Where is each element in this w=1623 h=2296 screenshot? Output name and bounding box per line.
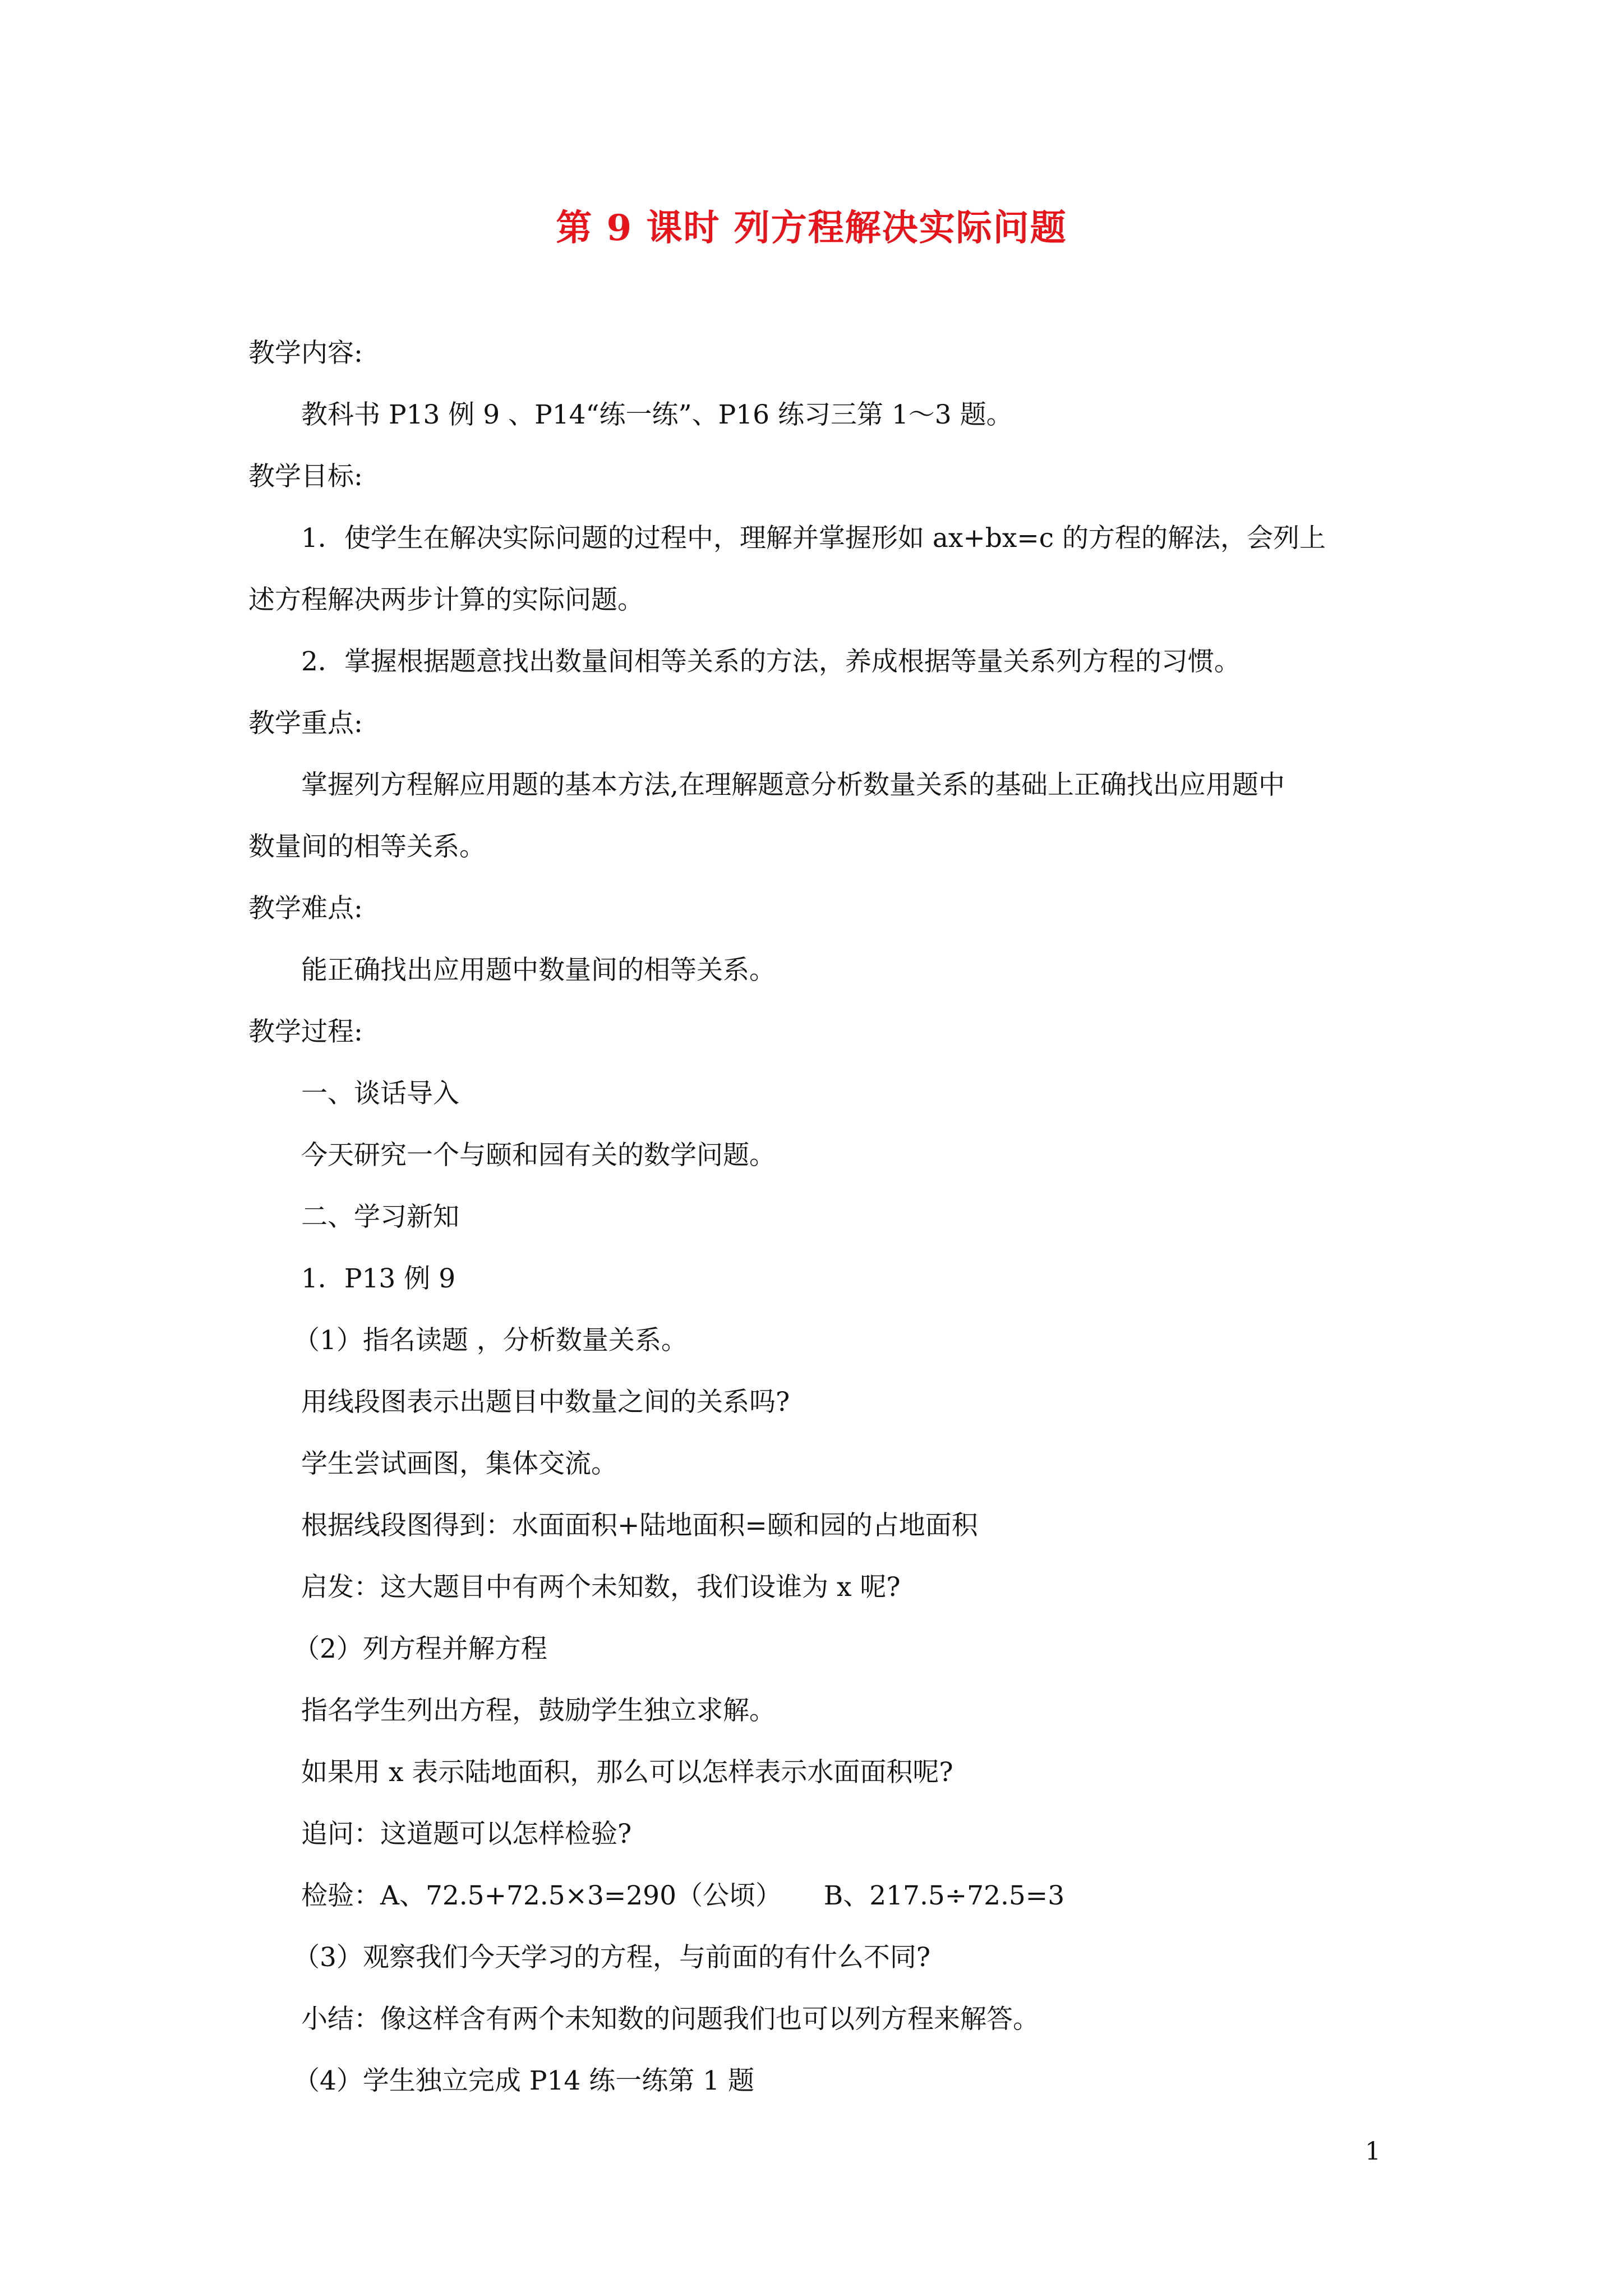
process-step-1: 一、谈话导入 xyxy=(301,1078,459,1109)
key-point-line-2: 数量间的相等关系。 xyxy=(248,831,486,862)
document-body xyxy=(248,337,1387,2126)
section-heading-content: 教学内容: xyxy=(248,338,363,369)
page-number: 1 xyxy=(1365,2137,1381,2166)
process-line: 指名学生列出方程，鼓励学生独立求解。 xyxy=(301,1695,776,1726)
process-line: 启发：这大题目中有两个未知数，我们设谁为 x 呢? xyxy=(301,1572,901,1603)
goal-1-line-2: 述方程解决两步计算的实际问题。 xyxy=(248,585,644,615)
process-line: 今天研究一个与颐和园有关的数学问题。 xyxy=(301,1140,776,1171)
difficulty-text: 能正确找出应用题中数量间的相等关系。 xyxy=(301,955,776,986)
goal-2: 2．掌握根据题意找出数量间相等关系的方法，养成根据等量关系列方程的习惯。 xyxy=(301,646,1241,677)
process-line: 1．P13 例 9 xyxy=(301,1263,456,1294)
process-line: 追问：这道题可以怎样检验? xyxy=(301,1819,632,1849)
process-line: （4）学生独立完成 P14 练一练第 1 题 xyxy=(293,2065,754,2096)
process-line: 如果用 x 表示陆地面积，那么可以怎样表示水面面积呢? xyxy=(301,1757,953,1788)
process-line: 根据线段图得到：水面面积+陆地面积=颐和园的占地面积 xyxy=(301,1510,978,1541)
content-text: 教科书 P13 例 9 、P14“练一练”、P16 练习三第 1～3 题。 xyxy=(301,399,1013,430)
page-title: 第 9 课时 列方程解决实际问题 xyxy=(556,207,1067,249)
goal-1-line-1: 1．使学生在解决实际问题的过程中，理解并掌握形如 ax+bx=c 的方程的解法，会列上 xyxy=(301,523,1326,554)
process-line: （3）观察我们今天学习的方程，与前面的有什么不同? xyxy=(293,1942,931,1973)
section-heading-goals: 教学目标: xyxy=(248,461,363,492)
process-line: 用线段图表示出题目中数量之间的关系吗? xyxy=(301,1387,790,1418)
process-line: 小结：像这样含有两个未知数的问题我们也可以列方程来解答。 xyxy=(301,2004,1039,2035)
process-line: 检验：A、72.5+72.5×3=290（公顷） B、217.5÷72.5=3 xyxy=(301,1880,1065,1911)
section-heading-key: 教学重点: xyxy=(248,708,363,739)
process-line: （2）列方程并解方程 xyxy=(293,1634,547,1664)
process-line: （1）指名读题 ，分析数量关系。 xyxy=(293,1325,688,1356)
process-step-2: 二、学习新知 xyxy=(301,1202,459,1232)
key-point-line-1: 掌握列方程解应用题的基本方法,在理解题意分析数量关系的基础上正确找出应用题中 xyxy=(301,770,1285,800)
section-heading-process: 教学过程: xyxy=(248,1016,363,1047)
process-line: 学生尝试画图，集体交流。 xyxy=(301,1448,617,1479)
section-heading-difficulty: 教学难点: xyxy=(248,893,363,924)
